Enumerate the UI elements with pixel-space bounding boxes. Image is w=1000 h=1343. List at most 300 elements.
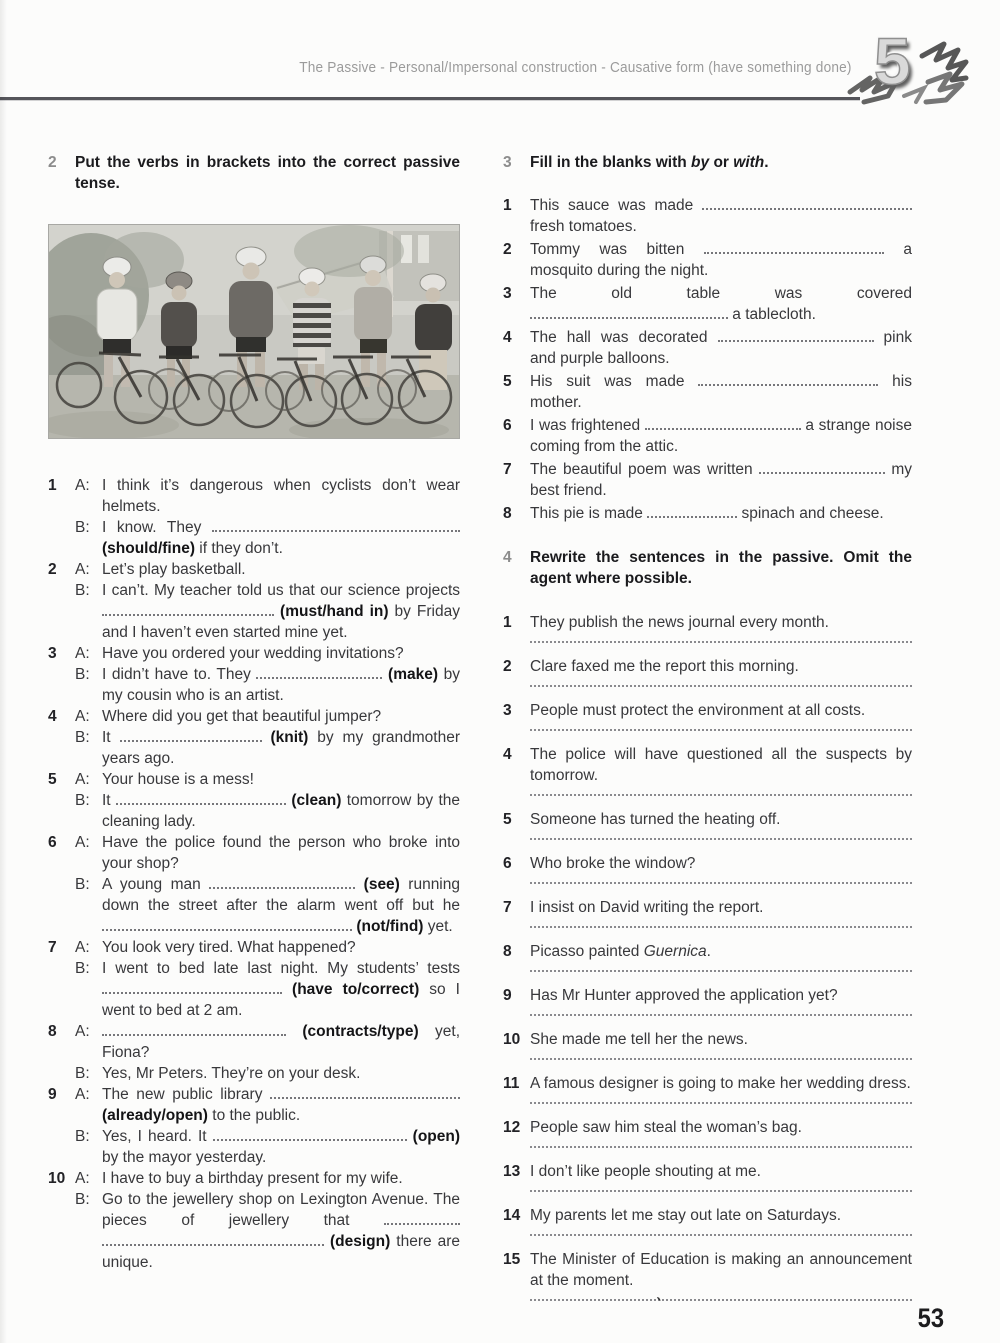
dialogue-line — [75, 559, 460, 580]
text-segment: there are unique. — [102, 1233, 460, 1271]
sentence-text — [530, 941, 912, 962]
print-mark: ` — [653, 1294, 663, 1315]
exercise-2-heading — [48, 152, 460, 194]
text-segment: so I went to bed at 2 am. — [102, 981, 460, 1019]
exercise-item — [503, 1117, 912, 1161]
text-segment: The old table was covered — [530, 285, 912, 302]
sentence-text — [530, 195, 912, 237]
text-segment: You look very tired. What happened? — [102, 939, 356, 956]
sentence-block — [530, 1117, 912, 1161]
dialogue-text — [102, 517, 460, 559]
exercise-item — [48, 559, 460, 643]
exercise-item — [503, 853, 912, 897]
text-segment: (knit) — [270, 729, 309, 746]
dialogue-text — [102, 475, 460, 517]
dialogue-text — [102, 643, 460, 664]
item-number: 7 — [503, 461, 512, 478]
sentence-text — [530, 1205, 912, 1226]
text-segment: I went to bed late last night. My students’ tests — [102, 960, 460, 977]
exercise-number: 4 — [503, 549, 512, 566]
speaker-label: B: — [75, 1191, 90, 1208]
exercise-item — [503, 744, 912, 809]
answer-blank — [116, 800, 286, 805]
unit-number-badge — [844, 26, 972, 108]
cyclists-photo-illustration — [49, 225, 459, 438]
text-segment: (have to/correct) — [292, 981, 420, 998]
answer-blank — [698, 381, 878, 386]
text-segment: The beautiful poem was written — [530, 461, 759, 478]
item-number: 5 — [503, 811, 512, 828]
item-number: 12 — [503, 1119, 521, 1136]
answer-line — [530, 1190, 912, 1192]
speaker-label: B: — [75, 960, 90, 977]
dialogue-line — [75, 1084, 460, 1126]
text-segment: a tablecloth. — [728, 306, 816, 323]
text-segment: They publish the news journal every month. — [530, 614, 829, 631]
dialogue-text — [102, 1168, 460, 1189]
text-segment: I don’t like people shouting at me. — [530, 1163, 761, 1180]
cyclists-photo — [48, 224, 460, 439]
text-segment: The Minister of Education is making an announcement at the moment. — [530, 1251, 912, 1289]
text-segment: spinach and cheese. — [737, 505, 884, 522]
text-segment: (make) — [388, 666, 439, 683]
dialogue — [75, 643, 460, 706]
item-number: 9 — [503, 987, 512, 1004]
sentence-text — [530, 656, 912, 677]
exercise-number: 2 — [48, 154, 57, 171]
exercise-item — [48, 769, 460, 832]
item-number: 8 — [503, 943, 512, 960]
answer-blank — [704, 249, 884, 254]
text-segment: (design) — [330, 1233, 391, 1250]
sentence-block — [530, 1029, 912, 1073]
dialogue-line — [75, 1168, 460, 1189]
sentence-text — [530, 612, 912, 633]
text-segment: tomorrow by the cleaning lady. — [102, 792, 461, 830]
text-segment: People saw him steal the woman’s bag. — [530, 1119, 802, 1136]
sentence-block — [530, 656, 912, 700]
speaker-label: B: — [75, 582, 90, 599]
dialogue-line — [75, 664, 460, 706]
speaker-label: B: — [75, 666, 90, 683]
speaker-label: B: — [75, 876, 90, 893]
answer-blank — [702, 205, 912, 210]
text-segment: (must/hand in) — [280, 603, 389, 620]
text-segment: . — [706, 943, 711, 960]
text-segment: (already/open) — [102, 1107, 208, 1124]
text-segment: by Friday and I haven’t even started mine yet. — [102, 603, 460, 641]
text-segment: Have you ordered your wedding invitations? — [102, 645, 404, 662]
text-segment: It — [102, 792, 116, 809]
answer-blank — [120, 737, 262, 742]
text-segment: his mother. — [530, 373, 912, 411]
text-segment: yet, Fiona? — [102, 1023, 461, 1061]
speaker-label: B: — [75, 1065, 90, 1082]
text-segment: I didn’t have to. They — [102, 666, 257, 683]
text-segment: Tommy was bitten — [530, 241, 704, 258]
speaker-label: A: — [75, 1170, 90, 1187]
text-segment: (open) — [412, 1128, 461, 1145]
dialogue-line — [75, 1126, 460, 1168]
answer-line — [530, 641, 912, 643]
answer-blank — [102, 1031, 286, 1036]
item-number: 5 — [503, 373, 512, 390]
item-number: 4 — [48, 708, 57, 725]
text-segment: This sauce was made — [530, 197, 702, 214]
answer-line — [530, 1234, 912, 1236]
dialogue-text — [102, 832, 460, 874]
sentence-text — [530, 897, 912, 918]
text-segment: I know. They — [102, 519, 212, 536]
item-number: 6 — [48, 834, 57, 851]
dialogue — [75, 937, 460, 1021]
text-segment: or — [709, 154, 734, 171]
sentence-text — [530, 239, 912, 281]
sentence-text — [530, 1249, 912, 1291]
exercise-item — [48, 937, 460, 1021]
dialogue-text — [102, 1084, 460, 1126]
speaker-label: A: — [75, 1023, 90, 1040]
text-segment: It — [102, 729, 120, 746]
text-segment: (not/find) — [356, 918, 424, 935]
dialogue-text — [102, 706, 460, 727]
text-segment: I insist on David writing the report. — [530, 899, 764, 916]
item-number: 5 — [48, 771, 57, 788]
sentence-block — [530, 985, 912, 1029]
answer-line — [530, 926, 912, 928]
unit-number: 5 — [874, 24, 911, 98]
exercise-item — [503, 941, 912, 985]
text-segment: a mosquito during the night. — [530, 241, 912, 279]
text-segment: Where did you get that beautiful jumper? — [102, 708, 382, 725]
exercise-item — [503, 1249, 912, 1314]
sentence-text — [530, 503, 912, 524]
item-number: 13 — [503, 1163, 521, 1180]
text-segment — [282, 981, 292, 998]
exercise-item — [503, 239, 912, 281]
text-segment: by my cousin who is an artist. — [102, 666, 460, 704]
text-segment: My parents let me stay out late on Saturdays. — [530, 1207, 842, 1224]
text-segment: with — [733, 154, 765, 171]
exercise-item — [48, 1021, 460, 1084]
text-segment: (should/fine) — [102, 540, 195, 557]
speaker-label: B: — [75, 519, 90, 536]
item-number: 3 — [48, 645, 57, 662]
item-number: 3 — [503, 702, 512, 719]
dialogue — [75, 1021, 460, 1084]
dialogue-text — [102, 1126, 460, 1168]
text-segment: I have to buy a birthday present for my wife. — [102, 1170, 403, 1187]
answer-line — [530, 838, 912, 840]
answer-blank — [384, 1220, 460, 1225]
item-number: 15 — [503, 1251, 521, 1268]
exercise-item — [503, 459, 912, 501]
sentence-block — [530, 1249, 912, 1314]
page-number: 53 — [917, 1303, 944, 1333]
sentence-block — [530, 941, 912, 985]
dialogue — [75, 559, 460, 643]
exercise-3-heading — [503, 152, 912, 173]
sentence-text — [530, 1029, 912, 1050]
speaker-label: A: — [75, 477, 90, 494]
answer-blank — [209, 884, 355, 889]
text-segment: The new public library — [102, 1086, 270, 1103]
answer-blank — [270, 1094, 460, 1099]
answer-blank — [102, 611, 274, 616]
sentence-text — [530, 283, 912, 325]
text-segment: (clean) — [291, 792, 342, 809]
speaker-label: A: — [75, 834, 90, 851]
answer-blank — [213, 1136, 407, 1141]
answer-blank — [645, 425, 801, 430]
item-number: 4 — [503, 746, 512, 763]
text-segment: pink and purple balloons. — [530, 329, 912, 367]
exercise-instruction: Rewrite the sentences in the passive. Omit the agent where possible. — [530, 549, 912, 587]
answer-blank — [102, 926, 352, 931]
answer-line — [530, 685, 912, 687]
dialogue — [75, 1168, 460, 1273]
exercise-item — [503, 612, 912, 656]
text-segment: Let’s play basketball. — [102, 561, 246, 578]
text-segment: This pie is made — [530, 505, 648, 522]
answer-line — [530, 1102, 912, 1104]
text-segment: Have the police found the person who broke into your shop? — [102, 834, 460, 872]
sentence-block — [530, 1205, 912, 1249]
exercise-item — [48, 1084, 460, 1168]
speaker-label: B: — [75, 1128, 90, 1145]
text-segment: yet. — [423, 918, 453, 935]
exercise-4-heading — [503, 547, 912, 589]
left-column — [48, 152, 460, 1314]
text-segment: Guernica — [643, 943, 707, 960]
speaker-label: A: — [75, 771, 90, 788]
text-segment: A young man — [102, 876, 210, 893]
answer-line — [530, 794, 912, 796]
dialogue-line — [75, 706, 460, 727]
dialogue-line — [75, 1021, 460, 1063]
dialogue-text — [102, 664, 460, 706]
exercise-item — [503, 283, 912, 325]
dialogue — [75, 832, 460, 937]
dialogue-line — [75, 1189, 460, 1273]
sentence-text — [530, 985, 912, 1006]
dialogue-text — [102, 1021, 460, 1063]
text-segment: Someone has turned the heating off. — [530, 811, 781, 828]
text-segment: Has Mr Hunter approved the application yet? — [530, 987, 838, 1004]
dialogue-text — [102, 1189, 460, 1273]
item-number: 1 — [503, 197, 512, 214]
dialogue — [75, 769, 460, 832]
text-segment: to the public. — [207, 1107, 301, 1124]
dialogue — [75, 1084, 460, 1168]
sentence-text — [530, 744, 912, 786]
answer-blank — [102, 1241, 324, 1246]
answer-line — [530, 729, 912, 731]
dialogue-text — [102, 790, 460, 832]
exercise-item — [503, 1073, 912, 1117]
exercise-item — [503, 700, 912, 744]
sentence-text — [530, 415, 912, 457]
answer-blank — [212, 527, 460, 532]
item-number: 7 — [48, 939, 57, 956]
text-segment: His suit was made — [530, 373, 699, 390]
text-segment: Your house is a mess! — [102, 771, 254, 788]
exercise-item — [503, 1161, 912, 1205]
text-segment: The hall was decorated — [530, 329, 718, 346]
header-rule — [0, 97, 860, 100]
text-segment: by my grandmother years ago. — [102, 729, 460, 767]
text-segment: (see) — [363, 876, 400, 893]
answer-blank — [647, 513, 737, 518]
dialogue-text — [102, 559, 460, 580]
answer-line — [530, 1146, 912, 1148]
exercise-item — [503, 985, 912, 1029]
item-number: 9 — [48, 1086, 57, 1103]
text-segment: by the mayor yesterday. — [102, 1149, 267, 1166]
text-segment: my best friend. — [530, 461, 912, 499]
text-segment: A famous designer is going to make her wedding dress. — [530, 1075, 911, 1092]
dialogue-text — [102, 727, 460, 769]
speaker-label: A: — [75, 1086, 90, 1103]
item-number: 6 — [503, 417, 512, 434]
dialogue-text — [102, 769, 460, 790]
sentence-text — [530, 327, 912, 369]
dialogue-line — [75, 517, 460, 559]
sentence-text — [530, 1161, 912, 1182]
exercise-item — [48, 643, 460, 706]
right-column — [503, 152, 912, 1314]
exercise-item — [503, 371, 912, 413]
item-number: 14 — [503, 1207, 521, 1224]
text-segment: fresh tomatoes. — [530, 218, 637, 235]
item-number: 2 — [48, 561, 57, 578]
dialogue-line — [75, 832, 460, 874]
sentence-block — [530, 744, 912, 809]
text-segment: . — [764, 154, 769, 171]
text-segment: Clare faxed me the report this morning. — [530, 658, 799, 675]
exercise-4-items — [503, 612, 912, 1314]
item-number: 10 — [503, 1031, 521, 1048]
exercise-item — [48, 1168, 460, 1273]
exercise-item — [503, 656, 912, 700]
text-segment: I can’t. My teacher told us that our science projects — [102, 582, 460, 599]
dialogue-text — [102, 958, 460, 1021]
dialogue-line — [75, 1063, 460, 1084]
text-segment: a strange noise coming from the attic. — [530, 417, 912, 455]
dialogue-line — [75, 937, 460, 958]
exercise-3-items — [503, 195, 912, 524]
sentence-text — [530, 371, 912, 413]
item-number: 8 — [503, 505, 512, 522]
exercise-item — [48, 706, 460, 769]
dialogue-line — [75, 475, 460, 517]
item-number: 4 — [503, 329, 512, 346]
item-number: 2 — [503, 241, 512, 258]
text-segment: Fill in the blanks with — [530, 154, 692, 171]
dialogue-text — [102, 580, 460, 643]
text-segment: She made me tell her the news. — [530, 1031, 748, 1048]
answer-line — [530, 1058, 912, 1060]
page-content — [48, 152, 952, 1314]
dialogue — [75, 475, 460, 559]
sentence-block — [530, 1073, 912, 1117]
dialogue-line — [75, 874, 460, 937]
answer-blank — [718, 337, 874, 342]
exercise-2-items — [48, 475, 460, 1273]
text-segment: Who broke the window? — [530, 855, 696, 872]
answer-line — [530, 1299, 912, 1301]
item-number: 11 — [503, 1075, 520, 1092]
text-segment: (contracts/type) — [302, 1023, 419, 1040]
item-number: 6 — [503, 855, 512, 872]
answer-line — [530, 882, 912, 884]
text-segment: if they don’t. — [195, 540, 283, 557]
sentence-block — [530, 612, 912, 656]
exercise-item — [503, 503, 912, 524]
speaker-label: B: — [75, 729, 90, 746]
exercise-item — [503, 415, 912, 457]
text-segment: by — [691, 154, 710, 171]
exercise-item — [503, 1029, 912, 1073]
sentence-text — [530, 809, 912, 830]
sentence-text — [530, 1073, 912, 1094]
sentence-text — [530, 459, 912, 501]
chapter-title: The Passive - Personal/Impersonal construction - Causative form (have something done) — [299, 60, 852, 76]
item-number: 10 — [48, 1170, 66, 1187]
speaker-label: A: — [75, 561, 90, 578]
item-number: 1 — [48, 477, 57, 494]
dialogue-text — [102, 1063, 460, 1084]
dialogue-line — [75, 643, 460, 664]
exercise-item — [503, 809, 912, 853]
page-header — [0, 0, 1000, 112]
exercise-item — [503, 897, 912, 941]
text-segment: I was frightened — [530, 417, 645, 434]
answer-blank — [256, 674, 382, 679]
dialogue-line — [75, 580, 460, 643]
dialogue-line — [75, 769, 460, 790]
text-segment — [355, 876, 363, 893]
exercise-item — [48, 475, 460, 559]
answer-blank — [759, 469, 885, 474]
speaker-label: A: — [75, 708, 90, 725]
dialogue-text — [102, 937, 460, 958]
answer-line — [530, 1014, 912, 1016]
speaker-label: A: — [75, 939, 90, 956]
item-number: 2 — [503, 658, 512, 675]
text-segment: Yes, I heard. It — [102, 1128, 213, 1145]
sentence-block — [530, 809, 912, 853]
text-segment: People must protect the environment at all costs. — [530, 702, 866, 719]
exercise-item — [503, 1205, 912, 1249]
exercise-instruction — [530, 152, 912, 173]
speaker-label: B: — [75, 792, 90, 809]
sentence-block — [530, 897, 912, 941]
item-number: 7 — [503, 899, 512, 916]
exercise-item — [48, 832, 460, 937]
answer-blank — [530, 314, 728, 319]
dialogue-text — [102, 874, 460, 937]
exercise-instruction: Put the verbs in brackets into the correct passive tense. — [75, 154, 460, 192]
dialogue-line — [75, 727, 460, 769]
sentence-text — [530, 1117, 912, 1138]
item-number: 8 — [48, 1023, 57, 1040]
text-segment — [286, 1023, 302, 1040]
item-number: 3 — [503, 285, 512, 302]
dialogue-line — [75, 790, 460, 832]
text-segment: Yes, Mr Peters. They’re on your desk. — [102, 1065, 361, 1082]
dialogue — [75, 706, 460, 769]
